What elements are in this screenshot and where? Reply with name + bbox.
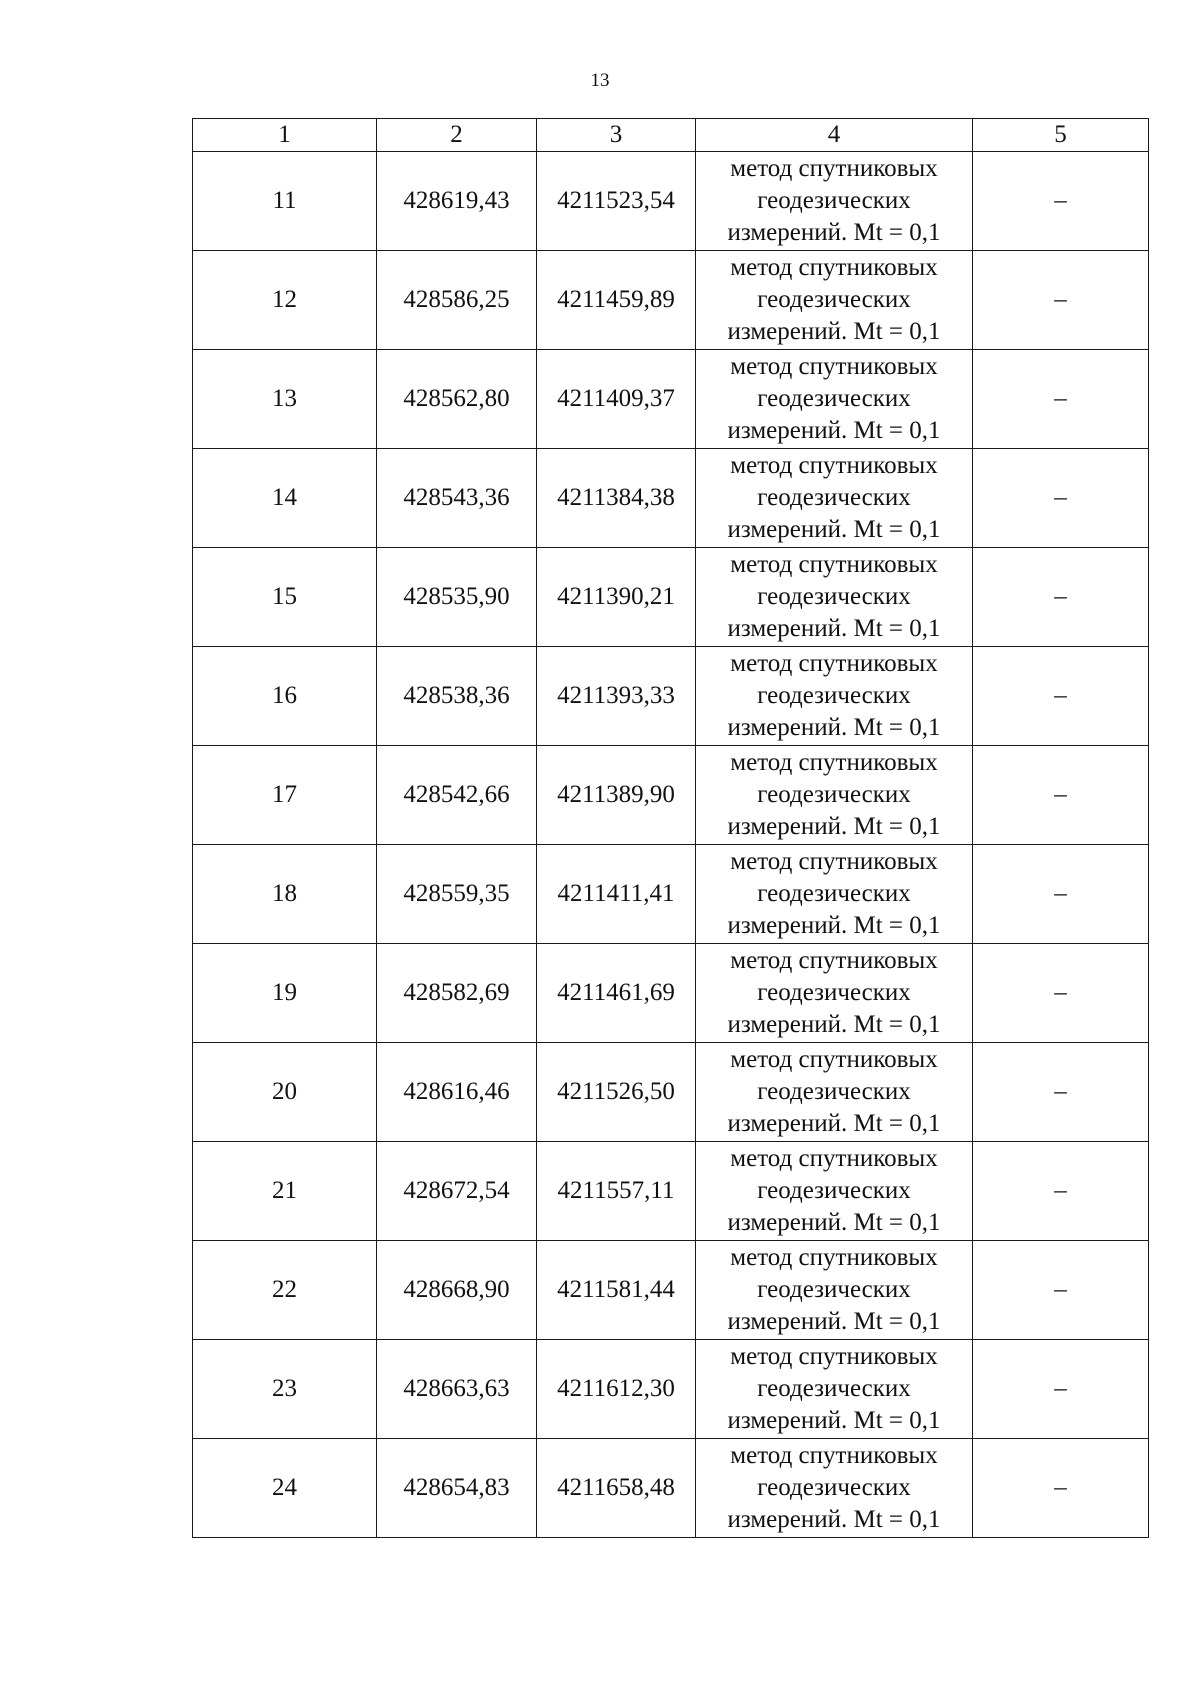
method-cell	[696, 1439, 973, 1538]
table-row	[193, 251, 1149, 350]
x-coordinate-cell: 428535,90	[377, 548, 537, 647]
table-row	[193, 1241, 1149, 1340]
y-coordinate-cell: 4211409,37	[537, 350, 696, 449]
method-cell	[696, 1043, 973, 1142]
method-text-line: геодезических	[757, 385, 911, 412]
method-cell	[696, 1241, 973, 1340]
note-cell: –	[973, 647, 1149, 746]
method-text-line: измерений. Mt = 0,1	[727, 1407, 941, 1434]
x-coordinate-cell: 428538,36	[377, 647, 537, 746]
method-text-line: измерений. Mt = 0,1	[727, 318, 941, 345]
method-text-line: измерений. Mt = 0,1	[727, 1506, 941, 1533]
x-coordinate-cell: 428654,83	[377, 1439, 537, 1538]
method-text-line: геодезических	[757, 682, 911, 709]
method-text-line: метод спутниковых	[730, 1244, 938, 1271]
method-text-line: измерений. Mt = 0,1	[727, 1308, 941, 1335]
note-cell: –	[973, 1142, 1149, 1241]
method-text-line: метод спутниковых	[730, 848, 938, 875]
method-cell	[696, 746, 973, 845]
method-text-line: измерений. Mt = 0,1	[727, 1209, 941, 1236]
point-number-cell: 20	[193, 1043, 377, 1142]
method-text-line: метод спутниковых	[730, 155, 938, 182]
x-coordinate-cell: 428582,69	[377, 944, 537, 1043]
method-text-line: метод спутниковых	[730, 1442, 938, 1469]
point-number-cell: 12	[193, 251, 377, 350]
y-coordinate-cell: 4211384,38	[537, 449, 696, 548]
note-cell: –	[973, 251, 1149, 350]
x-coordinate-cell: 428543,36	[377, 449, 537, 548]
x-coordinate-cell: 428616,46	[377, 1043, 537, 1142]
x-coordinate-cell: 428559,35	[377, 845, 537, 944]
point-number-cell: 19	[193, 944, 377, 1043]
table-row	[193, 548, 1149, 647]
method-text-line: измерений. Mt = 0,1	[727, 714, 941, 741]
point-number-cell: 15	[193, 548, 377, 647]
method-text-line: измерений. Mt = 0,1	[727, 219, 941, 246]
method-text-line: геодезических	[757, 880, 911, 907]
table-body	[193, 152, 1149, 1538]
note-cell: –	[973, 449, 1149, 548]
y-coordinate-cell: 4211390,21	[537, 548, 696, 647]
table-row	[193, 1142, 1149, 1241]
point-number-cell: 24	[193, 1439, 377, 1538]
method-cell	[696, 647, 973, 746]
method-text-line: геодезических	[757, 979, 911, 1006]
coordinates-table	[192, 118, 1149, 1538]
y-coordinate-cell: 4211389,90	[537, 746, 696, 845]
point-number-cell: 22	[193, 1241, 377, 1340]
y-coordinate-cell: 4211459,89	[537, 251, 696, 350]
method-cell	[696, 548, 973, 647]
point-number-cell: 13	[193, 350, 377, 449]
point-number-cell: 17	[193, 746, 377, 845]
y-coordinate-cell: 4211526,50	[537, 1043, 696, 1142]
table-row	[193, 944, 1149, 1043]
method-text-line: метод спутниковых	[730, 650, 938, 677]
method-text-line: геодезических	[757, 1078, 911, 1105]
method-text-line: измерений. Mt = 0,1	[727, 813, 941, 840]
table-row	[193, 350, 1149, 449]
y-coordinate-cell: 4211461,69	[537, 944, 696, 1043]
method-text-line: метод спутниковых	[730, 1343, 938, 1370]
x-coordinate-cell: 428542,66	[377, 746, 537, 845]
method-text-line: геодезических	[757, 781, 911, 808]
column-header-1: 1	[193, 119, 377, 152]
table-row	[193, 449, 1149, 548]
note-cell: –	[973, 944, 1149, 1043]
point-number-cell: 18	[193, 845, 377, 944]
method-cell	[696, 152, 973, 251]
method-text-line: метод спутниковых	[730, 254, 938, 281]
method-text-line: измерений. Mt = 0,1	[727, 1110, 941, 1137]
method-cell	[696, 449, 973, 548]
point-number-cell: 14	[193, 449, 377, 548]
column-header-3: 3	[537, 119, 696, 152]
y-coordinate-cell: 4211658,48	[537, 1439, 696, 1538]
method-text-line: измерений. Mt = 0,1	[727, 1011, 941, 1038]
table-row	[193, 1439, 1149, 1538]
y-coordinate-cell: 4211612,30	[537, 1340, 696, 1439]
column-header-2: 2	[377, 119, 537, 152]
table-row	[193, 152, 1149, 251]
point-number-cell: 11	[193, 152, 377, 251]
method-text-line: геодезических	[757, 484, 911, 511]
y-coordinate-cell: 4211393,33	[537, 647, 696, 746]
method-text-line: метод спутниковых	[730, 1046, 938, 1073]
method-cell	[696, 845, 973, 944]
x-coordinate-cell: 428586,25	[377, 251, 537, 350]
note-cell: –	[973, 1340, 1149, 1439]
table-row	[193, 647, 1149, 746]
method-text-line: геодезических	[757, 187, 911, 214]
page-number: 13	[590, 70, 610, 91]
point-number-cell: 23	[193, 1340, 377, 1439]
method-cell	[696, 1340, 973, 1439]
method-text-line: измерений. Mt = 0,1	[727, 912, 941, 939]
table-row	[193, 1340, 1149, 1439]
x-coordinate-cell: 428663,63	[377, 1340, 537, 1439]
method-cell	[696, 1142, 973, 1241]
point-number-cell: 16	[193, 647, 377, 746]
note-cell: –	[973, 1439, 1149, 1538]
method-text-line: метод спутниковых	[730, 1145, 938, 1172]
header-row	[193, 119, 1149, 152]
method-text-line: измерений. Mt = 0,1	[727, 417, 941, 444]
table-row	[193, 1043, 1149, 1142]
note-cell: –	[973, 746, 1149, 845]
note-cell: –	[973, 1241, 1149, 1340]
method-text-line: метод спутниковых	[730, 749, 938, 776]
table-row	[193, 845, 1149, 944]
x-coordinate-cell: 428668,90	[377, 1241, 537, 1340]
y-coordinate-cell: 4211557,11	[537, 1142, 696, 1241]
x-coordinate-cell: 428672,54	[377, 1142, 537, 1241]
table-row	[193, 746, 1149, 845]
method-text-line: метод спутниковых	[730, 452, 938, 479]
y-coordinate-cell: 4211523,54	[537, 152, 696, 251]
method-text-line: метод спутниковых	[730, 947, 938, 974]
y-coordinate-cell: 4211411,41	[537, 845, 696, 944]
method-cell	[696, 944, 973, 1043]
method-cell	[696, 350, 973, 449]
note-cell: –	[973, 1043, 1149, 1142]
point-number-cell: 21	[193, 1142, 377, 1241]
method-text-line: геодезических	[757, 1474, 911, 1501]
method-text-line: геодезических	[757, 1375, 911, 1402]
method-text-line: геодезических	[757, 286, 911, 313]
method-text-line: геодезических	[757, 1276, 911, 1303]
note-cell: –	[973, 548, 1149, 647]
note-cell: –	[973, 845, 1149, 944]
method-text-line: метод спутниковых	[730, 551, 938, 578]
method-text-line: метод спутниковых	[730, 353, 938, 380]
method-text-line: геодезических	[757, 1177, 911, 1204]
x-coordinate-cell: 428619,43	[377, 152, 537, 251]
note-cell: –	[973, 152, 1149, 251]
method-cell	[696, 251, 973, 350]
method-text-line: измерений. Mt = 0,1	[727, 516, 941, 543]
method-text-line: измерений. Mt = 0,1	[727, 615, 941, 642]
note-cell: –	[973, 350, 1149, 449]
y-coordinate-cell: 4211581,44	[537, 1241, 696, 1340]
column-header-4: 4	[696, 119, 973, 152]
column-header-5: 5	[973, 119, 1149, 152]
x-coordinate-cell: 428562,80	[377, 350, 537, 449]
method-text-line: геодезических	[757, 583, 911, 610]
